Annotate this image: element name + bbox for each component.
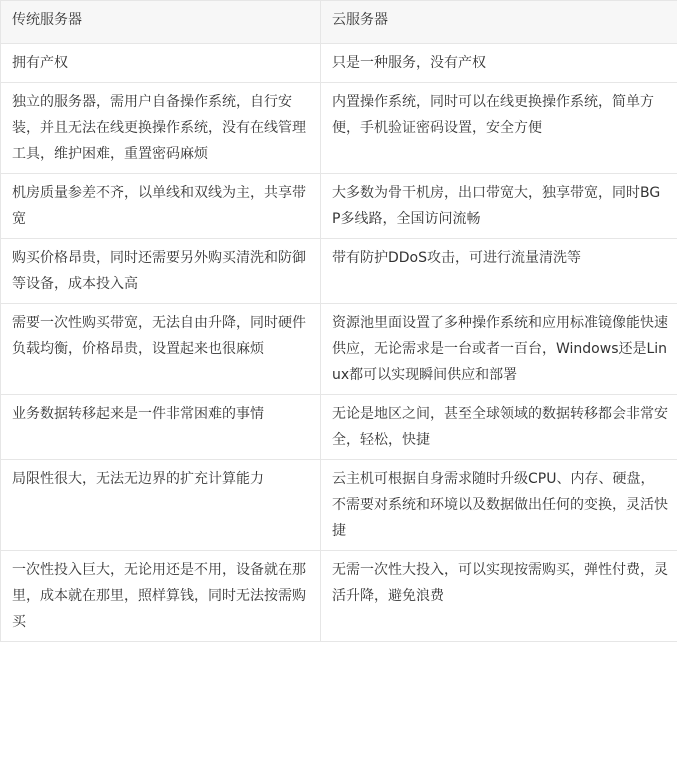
table-row [1,304,677,395]
cell-traditional: 局限性很大，无法无边界的扩充计算能力 [1,460,321,551]
header-cloud-server: 云服务器 [321,1,677,44]
cell-cloud: 内置操作系统，同时可以在线更换操作系统，简单方便，手机验证密码设置，安全方便 [321,83,677,174]
table-row [1,460,677,551]
cell-cloud: 资源池里面设置了多种操作系统和应用标准镜像能快速供应，无论需求是一台或者一百台，Windows还是Linux都可以实现瞬间供应和部署 [321,304,677,395]
cell-cloud: 云主机可根据自身需求随时升级CPU、内存、硬盘，不需要对系统和环境以及数据做出任何的变换，灵活快捷 [321,460,677,551]
cell-cloud: 带有防护DDoS攻击，可进行流量清洗等 [321,239,677,304]
cell-cloud: 只是一种服务，没有产权 [321,44,677,83]
table-header-row [1,1,677,44]
cell-traditional: 购买价格昂贵，同时还需要另外购买清洗和防御等设备，成本投入高 [1,239,321,304]
table-row [1,395,677,460]
cell-traditional: 需要一次性购买带宽，无法自由升降，同时硬件负载均衡，价格昂贵，设置起来也很麻烦 [1,304,321,395]
cell-cloud: 无需一次性大投入，可以实现按需购买，弹性付费，灵活升降，避免浪费 [321,551,677,642]
cell-cloud: 大多数为骨干机房，出口带宽大，独享带宽，同时BGP多线路，全国访问流畅 [321,174,677,239]
table-row [1,239,677,304]
cell-traditional: 机房质量参差不齐，以单线和双线为主，共享带宽 [1,174,321,239]
table-row [1,551,677,642]
cell-traditional: 拥有产权 [1,44,321,83]
cell-traditional: 独立的服务器，需用户自备操作系统，自行安装，并且无法在线更换操作系统，没有在线管理工具，维护困难，重置密码麻烦 [1,83,321,174]
table-row [1,83,677,174]
cell-traditional: 业务数据转移起来是一件非常困难的事情 [1,395,321,460]
cell-traditional: 一次性投入巨大，无论用还是不用，设备就在那里，成本就在那里，照样算钱，同时无法按需购买 [1,551,321,642]
cell-cloud: 无论是地区之间，甚至全球领域的数据转移都会非常安全，轻松，快捷 [321,395,677,460]
header-traditional-server: 传统服务器 [1,1,321,44]
table-row [1,44,677,83]
table-row [1,174,677,239]
